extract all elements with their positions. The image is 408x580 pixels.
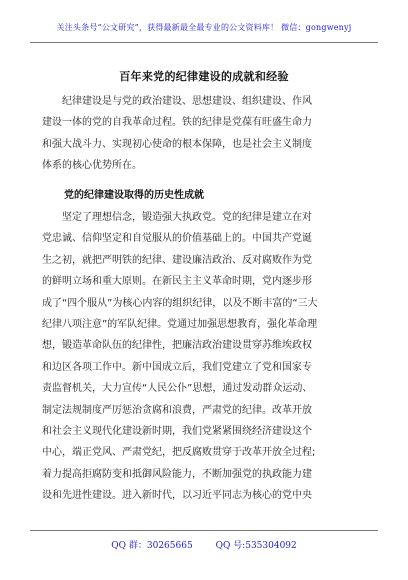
paragraph-line: 体系的核心优势所在。 — [42, 160, 142, 172]
document-title: 百年来党的纪律建设的成就和经验 — [119, 70, 289, 83]
paragraph-line: 党忠诚、信仰坚定和自觉服从的价值基础上的。中国共产党诞 — [42, 233, 312, 245]
paragraph-line: 的鲜明立场和重大原则。在新民主主义革命时期，党内逐步形 — [42, 276, 312, 288]
body-paragraph — [42, 207, 368, 506]
paragraph-line: 纪律八项注意”的军队纪律。党通过加强思想教育，强化革命理 — [42, 318, 318, 330]
paragraph-line: 成了“四个服从”为核心内容的组织纪律，以及不断丰富的“三大 — [42, 297, 318, 309]
paragraph-line: 着力提高拒腐防变和抵御风险能力，不断加强党的执政能力建 — [42, 468, 312, 480]
paragraph-line: 和边区各项工作中。新中国成立后，我们党建立了党和国家专 — [42, 361, 312, 373]
paragraph-line: 设和先进性建设。进入新时代，以习近平同志为核心的党中央 — [42, 490, 312, 502]
paragraph-line: 坚定了理想信念，锻造强大执政党。党的纪律是建立在对 — [62, 212, 312, 223]
paragraph-line: 制定法规制度严厉惩治贪腐和浪费，严肃党的纪律。改革开放 — [42, 404, 312, 416]
paragraph-line: 想，锻造革命队伍的纪律性，把廉洁政治建设贯穿苏维埃政权 — [42, 340, 312, 352]
paragraph-line: 和社会主义现代化建设新时期，我们党紧紧围绕经济建设这个 — [42, 425, 312, 437]
paragraph-line: 生之初，就把严明铁的纪律、建设廉洁政治、反对腐败作为党 — [42, 254, 312, 266]
paragraph-line: 责监督机关，大力宣传“人民公仆”思想，通过发动群众运动、 — [42, 383, 313, 395]
intro-paragraph — [42, 91, 368, 177]
footer — [0, 538, 408, 551]
paragraph-line: 和强大战斗力、实现初心使命的根本保障，也是社会主义制度 — [42, 138, 312, 150]
header-divider — [30, 42, 378, 43]
footer-divider — [30, 530, 378, 531]
footer-qq-number: QQ 号:535304092 — [215, 541, 297, 551]
section-heading: 党的纪律建设取得的历史性成就 — [64, 190, 204, 201]
paragraph-line: 纪律建设是与党的政治建设、思想建设、组织建设、作风 — [62, 96, 312, 107]
paragraph-line: 建设一体的党的自我革命过程。铁的纪律是党葆有旺盛生命力 — [42, 117, 312, 129]
paragraph-line: 中心，端正党风、严肃党纪，把反腐败贯穿于改革开放全过程; — [42, 447, 316, 459]
footer-qq-group: QQ 群：30265665 — [111, 541, 193, 551]
header-note: 关注头条号“公文研究”，获得最新最全最专业的公文资料库！ 微信：gongwenyj — [56, 23, 352, 32]
